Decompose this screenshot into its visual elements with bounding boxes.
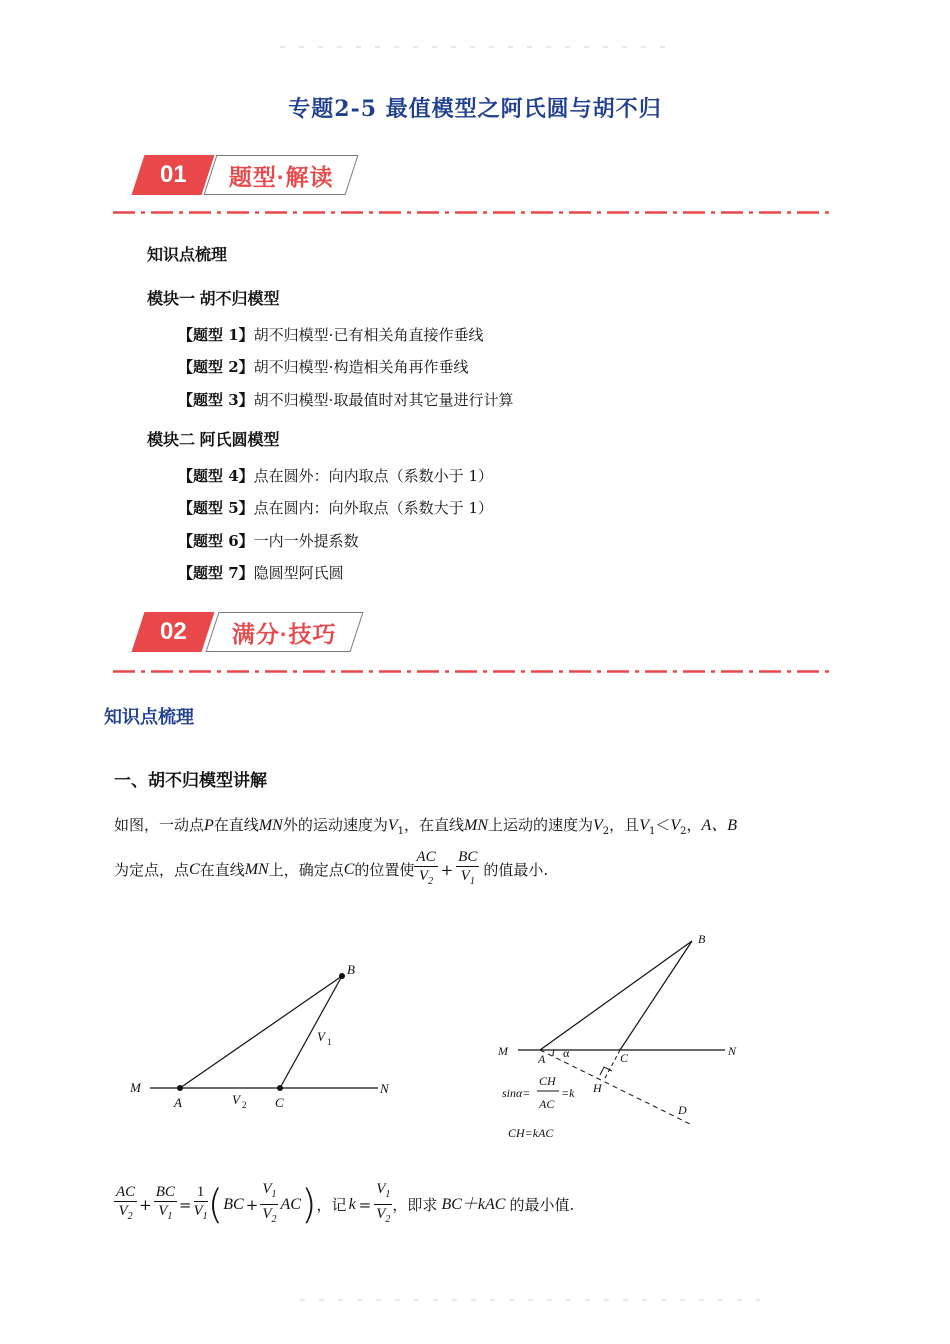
label-d: D xyxy=(678,1103,687,1117)
label-alpha: α xyxy=(563,1046,570,1060)
label-v2: V xyxy=(232,1092,240,1107)
label-c: C xyxy=(275,1095,284,1110)
label-n: N xyxy=(728,1044,737,1058)
sin-label: sinα= xyxy=(502,1086,531,1100)
label-h: H xyxy=(593,1081,602,1095)
module-one-heading: 模块一 胡不归模型 xyxy=(147,291,280,308)
section-divider xyxy=(113,670,833,673)
fraction-bc-v1: $\frac{BC}{V_1}$ xyxy=(458,849,478,887)
knowledge-heading: 知识点梳理 xyxy=(104,707,194,727)
label-c: C xyxy=(620,1051,629,1065)
label-b: B xyxy=(347,962,355,977)
paragraph-line: 为定点，点 C 在直线 MN 上，确定点 C 的位置使 $\frac{AC}{V_2}$ + $\frac{BC}{V_1}$ 的值最小. xyxy=(114,848,548,891)
fraction-ac-v2: $\frac{AC}{V_2}$ xyxy=(416,849,436,887)
header-decoration xyxy=(0,0,950,60)
outline-item: 【题型 3】胡不归模型·取最值时对其它量进行计算 xyxy=(178,391,514,409)
section-number-badge: 02 xyxy=(132,612,215,652)
label-v2-sub: 2 xyxy=(242,1100,247,1110)
paragraph-line: 如图，一动点P在直线MN外的运动速度为$V_1$，在直线MN上运动的速度为$V_2$，且$V_1<V_2$，A、B xyxy=(114,816,738,837)
sin-denominator: AC xyxy=(539,1097,555,1111)
figure-triangle-basic xyxy=(120,955,410,1115)
label-m: M xyxy=(498,1044,508,1058)
formula-line: $\frac{AC}{V_2}$ + $\frac{BC}{V_1}$ = $\frac{1}{V_1}$ ( BC + $\frac{V_1}{V_2}$ AC ) ，记 k = $\frac{V_1}{V_2}$ ，即求 BC＋kAC 的最小值. xyxy=(116,1181,575,1228)
fraction-bc-v1: $\frac{BC}{V_1}$ xyxy=(155,1184,175,1222)
label-m: M xyxy=(130,1080,141,1095)
outline-item: 【题型 7】隐圆型阿氏圆 xyxy=(178,564,344,582)
sin-numerator: CH xyxy=(539,1074,556,1088)
subsection-heading: 一、胡不归模型讲解 xyxy=(114,771,267,791)
ch-equals-kac: CH=kAC xyxy=(508,1126,554,1140)
label-v1-sub: 1 xyxy=(327,1037,332,1047)
outline-item: 【题型 5】点在圆内：向外取点（系数大于 1） xyxy=(178,499,493,517)
label-v1: V xyxy=(317,1029,325,1044)
figure-perpendicular-construction xyxy=(490,925,750,1145)
fraction-1-v1: $\frac{1}{V_1}$ xyxy=(193,1184,208,1222)
document-title: 专题2-5 最值模型之阿氏圆与胡不归 xyxy=(288,96,662,122)
label-a: A xyxy=(174,1095,182,1110)
outline-item: 【题型 2】胡不归模型·构造相关角再作垂线 xyxy=(178,358,469,376)
module-two-heading: 模块二 阿氏圆模型 xyxy=(147,432,280,449)
footer-decoration xyxy=(0,1290,950,1320)
sin-equals-k: =k xyxy=(561,1086,575,1100)
section-title-box: 题型·解读 xyxy=(204,155,359,195)
section-title-box: 满分·技巧 xyxy=(206,612,364,652)
fraction-ac-v2: $\frac{AC}{V_2}$ xyxy=(116,1184,136,1222)
label-b: B xyxy=(698,932,706,946)
label-n: N xyxy=(380,1081,389,1096)
outline-item: 【题型 1】胡不归模型·已有相关角直接作垂线 xyxy=(178,326,484,344)
outline-heading: 知识点梳理 xyxy=(147,247,228,264)
label-a: A xyxy=(538,1052,546,1066)
fraction-v1-v2: $\frac{V_1}{V_2}$ xyxy=(262,1181,277,1225)
section-number-badge: 01 xyxy=(132,155,215,195)
outline-item: 【题型 6】一内一外提系数 xyxy=(178,532,359,550)
section-divider xyxy=(113,211,833,214)
outline-item: 【题型 4】点在圆外：向内取点（系数小于 1） xyxy=(178,467,493,485)
fraction-k: $\frac{V_1}{V_2}$ xyxy=(376,1181,391,1225)
